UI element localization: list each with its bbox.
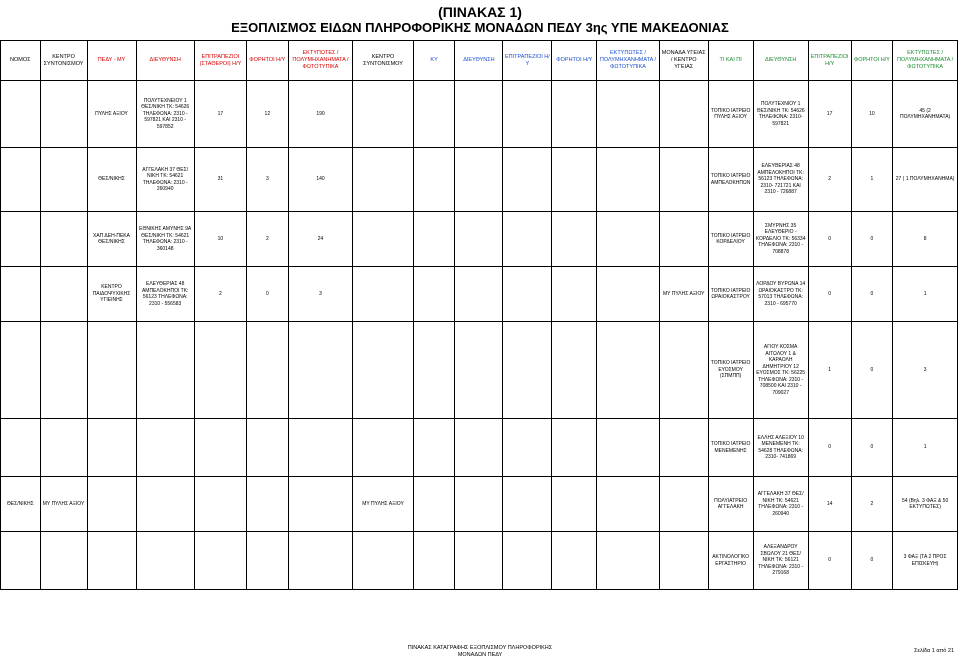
table-number-title: (ΠΙΝΑΚΑΣ 1) bbox=[438, 4, 522, 20]
table-row bbox=[1, 81, 958, 148]
table-row bbox=[1, 419, 958, 477]
printers-3-cell: 45 (2 ΠΟΛΥΜΗΧΑΝΗΜΑΤΑ) bbox=[893, 81, 958, 148]
pedy-cell: ΘΕΣ/ΝΙΚΗΣ bbox=[87, 148, 136, 212]
header-address: ΔΙΕΥΘΥΝΣΗ bbox=[136, 41, 194, 81]
header-laptops-3: ΦΟΡΗΤΟΙ Η/Υ bbox=[851, 41, 893, 81]
pedy-cell: ΧΑΠ ΔΕΗ-ΠΕΚΑ ΘΕΣ/ΝΙΚΗΣ bbox=[87, 212, 136, 267]
ti-cell: ΤΟΠΙΚΟ ΙΑΤΡΕΙΟ ΠΥΛΗΣ ΑΞΙΟΥ bbox=[708, 81, 753, 148]
desktops-cell: 17 bbox=[194, 81, 246, 148]
desktops-cell: 10 bbox=[194, 212, 246, 267]
header-pedy-my: ΠΕΔΥ - ΜΥ bbox=[87, 41, 136, 81]
laptops-cell: 12 bbox=[246, 81, 288, 148]
nomos-cell: ΘΕΣ/ΝΙΚΗΣ bbox=[1, 477, 41, 532]
printers-3-cell: 3 bbox=[893, 322, 958, 419]
header-printers-3: ΕΚΤΥΠΩΤΕΣ / ΠΟΛΥΜΗΧΑΝΗΜΑΤΑ / ΦΩΤΟΤΥΠΙΚΑ bbox=[893, 41, 958, 81]
footer-caption-line1: ΠΙΝΑΚΑΣ ΚΑΤΑΓΡΑΦΗΣ ΕΞΟΠΛΙΣΜΟΥ ΠΛΗΡΟΦΟΡΙΚΗΣ bbox=[407, 645, 553, 651]
header-desktops-3: ΕΠΙΤΡΑΠΕΖΙΟΙ Η/Υ bbox=[808, 41, 851, 81]
desktops-3-cell: 17 bbox=[808, 81, 851, 148]
coordination-center-2-cell: ΜΥ ΠΥΛΗΣ ΑΞΙΟΥ bbox=[353, 477, 413, 532]
header-address-2: ΔΙΕΥΘΥΝΣΗ bbox=[455, 41, 503, 81]
header-printers: ΕΚΤΥΠΩΤΕΣ / ΠΟΛΥΜΗΧΑΝΗΜΑΤΑ / ΦΩΤΟΤΥΠΙΚΑ bbox=[288, 41, 353, 81]
header-nomos: ΝΟΜΟΣ bbox=[1, 41, 41, 81]
desktops-3-cell: 0 bbox=[808, 267, 851, 322]
laptops-cell: 0 bbox=[246, 267, 288, 322]
table-row bbox=[1, 532, 958, 590]
address-cell: ΕΘΝΙΚΗΣ ΑΜΥΝΗΣ 9Α ΘΕΣ/ΝΙΚΗ ΤΚ: 54621 ΤΗΛΕΦΩΝΑ: 2310 - 360148 bbox=[136, 212, 194, 267]
pedy-cell: ΚΕΝΤΡΟ ΠΑΙΔΟΨΥΧΙΚΗΣ ΥΓΙΕΙΝΗΣ bbox=[87, 267, 136, 322]
header-coordination-center-2: ΚΕΝΤΡΟ ΣΥΝΤΟΝΙΣΜΟΥ bbox=[353, 41, 413, 81]
desktops-3-cell: 0 bbox=[808, 532, 851, 590]
address-3-cell: ΛΟΡΔΟΥ ΒΥΡΩΝΑ 14 ΩΡΑΙΟΚΑΣΤΡΟ ΤΚ: 57013 ΤΗΛΕΦΩΝΑ: 2310 - 695770 bbox=[753, 267, 808, 322]
page-title: ΕΞΟΠΛΙΣΜΟΣ ΕΙΔΩΝ ΠΛΗΡΟΦΟΡΙΚΗΣ ΜΟΝΑΔΩΝ ΠΕΔΥ 3ης ΥΠΕ ΜΑΚΕΔΟΝΙΑΣ bbox=[231, 20, 729, 35]
address-3-cell: ΣΜΥΡΝΗΣ 35 ΕΛΕΥΘΕΡΙΟ - ΚΟΡΔΕΛΙΟ ΤΚ: 56334 ΤΗΛΕΦΩΝΑ: 2310 - 708878 bbox=[753, 212, 808, 267]
address-3-cell: ΑΛΕΞΑΝΔΡΟΥ ΣΒΩΛΟΥ 21 ΘΕΣ/ΝΙΚΗ ΤΚ: 56121 ΤΗΛΕΦΩΝΑ: 2310 - 279168 bbox=[753, 532, 808, 590]
laptops-3-cell: 0 bbox=[851, 267, 893, 322]
header-coordination-center: ΚΕΝΤΡΟ ΣΥΝΤΟΝΙΣΜΟΥ bbox=[40, 41, 87, 81]
ti-cell: ΤΟΠΙΚΟ ΙΑΤΡΕΙΟ ΩΡΑΙΟΚΑΣΤΡΟΥ bbox=[708, 267, 753, 322]
address-cell: ΑΓΓΕΛΑΚΗ 37 ΘΕΣ/ΝΙΚΗ ΤΚ: 54621 ΤΗΛΕΦΩΝΑ: 2310 - 260940 bbox=[136, 148, 194, 212]
printers-3-cell: 1 bbox=[893, 267, 958, 322]
printers-3-cell: 27 ( 1 ΠΟΛΥΜΗΧΑΝΗΜΑ) bbox=[893, 148, 958, 212]
printers-cell: 190 bbox=[288, 81, 353, 148]
desktops-3-cell: 0 bbox=[808, 212, 851, 267]
equipment-table bbox=[0, 40, 958, 590]
ti-cell: ΤΟΠΙΚΟ ΙΑΤΡΕΙΟ ΕΥΟΣΜΟΥ (ΣΠΜΠΠ) bbox=[708, 322, 753, 419]
header-printers-2: ΕΚΤΥΠΩΤΕΣ / ΠΟΛΥΜΗΧΑΝΗΜΑΤΑ / ΦΩΤΟΤΥΠΙΚΑ bbox=[597, 41, 660, 81]
ti-cell: ΤΟΠΙΚΟ ΙΑΤΡΕΙΟ ΚΟΡΔΕΛΙΟΥ bbox=[708, 212, 753, 267]
desktops-3-cell: 1 bbox=[808, 322, 851, 419]
printers-cell: 140 bbox=[288, 148, 353, 212]
printers-3-cell: 54 (Βηλ. 3 ΦΑΞ & 50 ΕΚΤΥΠΩΤΕΣ) bbox=[893, 477, 958, 532]
coordination-center-cell: ΜΥ ΠΥΛΗΣ ΑΞΙΟΥ bbox=[40, 477, 87, 532]
pedy-cell: ΠΥΛΗΣ ΑΞΙΟΥ bbox=[87, 81, 136, 148]
printers-3-cell: 3 ΦΑΞ (ΤΑ 2 ΠΡΟΣ ΕΠΙΣΚΕΥΗ) bbox=[893, 532, 958, 590]
laptops-3-cell: 10 bbox=[851, 81, 893, 148]
header-laptops: ΦΟΡΗΤΟΙ Η/Υ bbox=[246, 41, 288, 81]
address-3-cell: ΕΛΕΥΘΕΡΙΑΣ 48 ΑΜΠΕΛΟΚΗΠΟΙ ΤΚ: 56123 ΤΗΛΕΦΩΝΑ: 2310- 721721 ΚΑΙ 2310 - 726887 bbox=[753, 148, 808, 212]
laptops-3-cell: 0 bbox=[851, 532, 893, 590]
header-row bbox=[1, 41, 958, 81]
header-address-3: ΔΙΕΥΘΥΝΣΗ bbox=[753, 41, 808, 81]
header-desktops-2: ΕΠΙΤΡΑΠΕΖΙΟΙ Η/Υ bbox=[503, 41, 552, 81]
address-cell: ΠΟΛΥΤΕΧΝΕΙΟΥ 1 ΘΕΣ/ΝΙΚΗ ΤΚ: 54626 ΤΗΛΕΦΩΝΑ: 2310 - 597821 ΚΑΙ 2310 - 597852 bbox=[136, 81, 194, 148]
laptops-cell: 2 bbox=[246, 212, 288, 267]
table-row bbox=[1, 322, 958, 419]
desktops-cell: 31 bbox=[194, 148, 246, 212]
desktops-3-cell: 0 bbox=[808, 419, 851, 477]
desktops-3-cell: 14 bbox=[808, 477, 851, 532]
laptops-3-cell: 0 bbox=[851, 212, 893, 267]
header-laptops-2: ΦΟΡΗΤΟΙ Η/Υ bbox=[552, 41, 597, 81]
laptops-cell: 3 bbox=[246, 148, 288, 212]
header-ti-pi: ΤΙ ΚΑΙ ΠΙ bbox=[708, 41, 753, 81]
health-unit-cell: ΜΥ ΠΥΛΗΣ ΑΞΙΟΥ bbox=[659, 267, 708, 322]
ti-cell: ΑΚΤΙΝΟΛΟΓΙΚΟ ΕΡΓΑΣΤΗΡΙΟ bbox=[708, 532, 753, 590]
printers-cell: 24 bbox=[288, 212, 353, 267]
desktops-cell: 2 bbox=[194, 267, 246, 322]
laptops-3-cell: 2 bbox=[851, 477, 893, 532]
table-row bbox=[1, 148, 958, 212]
printers-3-cell: 1 bbox=[893, 419, 958, 477]
table-row bbox=[1, 267, 958, 322]
address-cell: ΕΛΕΥΘΕΡΙΑΣ 48 ΑΜΠΕΛΟΚΗΠΟΙ ΤΚ: 56123 ΤΗΛΕΦΩΝΑ: 2310 - 556583 bbox=[136, 267, 194, 322]
laptops-3-cell: 1 bbox=[851, 148, 893, 212]
address-3-cell: ΑΓΓΕΛΑΚΗ 37 ΘΕΣ/ΝΙΚΗ ΤΚ: 54621 ΤΗΛΕΦΩΝΑ: 2310 - 260940 bbox=[753, 477, 808, 532]
desktops-3-cell: 2 bbox=[808, 148, 851, 212]
header-health-unit: ΜΟΝΑΔΑ ΥΓΕΙΑΣ / ΚΕΝΤΡΟ ΥΓΕΙΑΣ bbox=[659, 41, 708, 81]
printers-cell: 3 bbox=[288, 267, 353, 322]
address-3-cell: ΕΛΛΗΣ ΑΛΕΞΙΟΥ 10 ΜΕΝΕΜΕΝΗ ΤΚ: 54628 ΤΗΛΕΦΩΝΑ: 2310- 741869 bbox=[753, 419, 808, 477]
laptops-3-cell: 0 bbox=[851, 419, 893, 477]
ti-cell: ΤΟΠΙΚΟ ΙΑΤΡΕΙΟ ΑΜΠΕΛΟΚΗΠΩΝ bbox=[708, 148, 753, 212]
header-desktops-fixed: ΕΠΙΤΡΑΠΕΖΙΟΙ (ΣΤΑΘΕΡΟΙ) Η/Υ bbox=[194, 41, 246, 81]
address-3-cell: ΑΓΙΟΥ ΚΟΣΜΑ ΑΙΤΩΛΟΥ 1 & ΚΑΡΑΟΛΗ ΔΗΜΗΤΡΙΟΥ 12 ΕΥΟΣΜΟΣ ΤΚ: 56225 ΤΗΛΕΦΩΝΑ: 2310 - 708500 ΚΑΙ 2310 - 709027 bbox=[753, 322, 808, 419]
page-number: Σελίδα 1 από 21 bbox=[914, 648, 954, 654]
table-row bbox=[1, 212, 958, 267]
ti-cell: ΤΟΠΙΚΟ ΙΑΤΡΕΙΟ ΜΕΝΕΜΕΝΗΣ bbox=[708, 419, 753, 477]
footer-caption-line2: ΜΟΝΑΔΩΝ ΠΕΔΥ bbox=[457, 652, 503, 658]
laptops-3-cell: 0 bbox=[851, 322, 893, 419]
header-ky: ΚΥ bbox=[413, 41, 455, 81]
ti-cell: ΠΟΛΥΙΑΤΡΕΙΟ ΑΓΓΕΛΑΚΗ bbox=[708, 477, 753, 532]
address-3-cell: ΠΟΛΥΤΕΧΝΙΟΥ 1 ΘΕΣ/ΝΙΚΗ ΤΚ: 54626 ΤΗΛΕΦΩΝΑ: 2310- 597821 bbox=[753, 81, 808, 148]
table-row bbox=[1, 477, 958, 532]
printers-3-cell: 8 bbox=[893, 212, 958, 267]
title-block bbox=[0, 4, 960, 36]
